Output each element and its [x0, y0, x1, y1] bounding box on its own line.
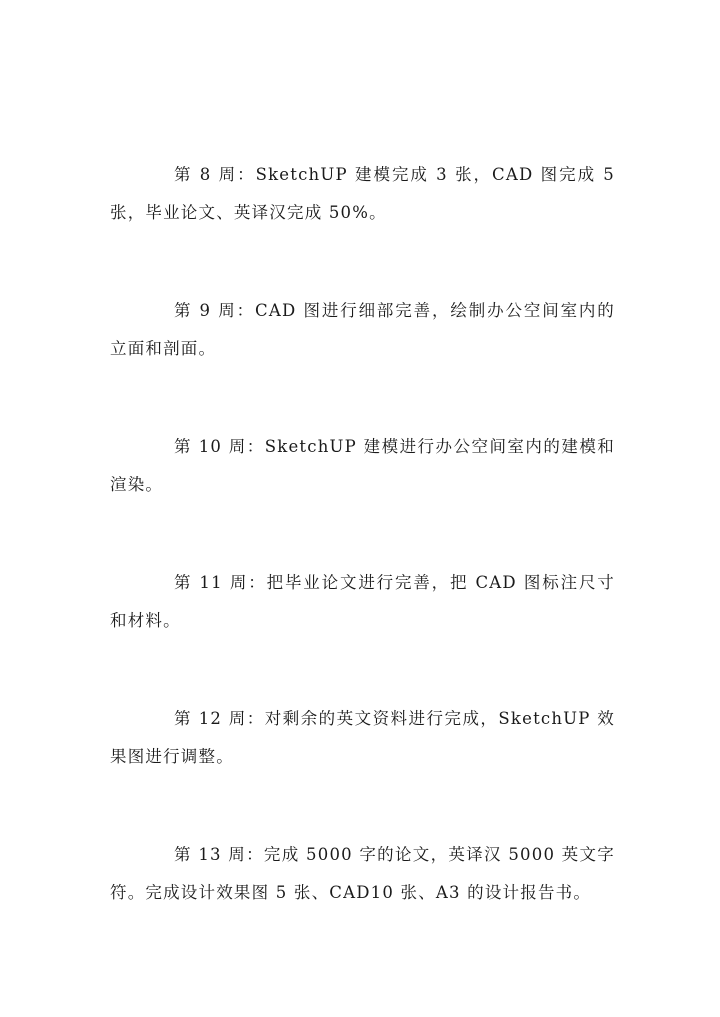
paragraph-week-10: 第 10 周：SketchUP 建模进行办公空间室内的建模和渲染。 — [110, 437, 615, 494]
paragraph-week-11: 第 11 周：把毕业论文进行完善，把 CAD 图标注尺寸和材料。 — [110, 573, 615, 630]
paragraph-week-12: 第 12 周：对剩余的英文资料进行完成，SketchUP 效果图进行调整。 — [110, 709, 615, 766]
paragraph-week-13: 第 13 周：完成 5000 字的论文，英译汉 5000 英文字符。完成设计效果图 5 张、CAD10 张、A3 的设计报告书。 — [110, 845, 615, 902]
paragraph-week-9: 第 9 周：CAD 图进行细部完善，绘制办公空间室内的立面和剖面。 — [110, 301, 615, 358]
paragraph-week-8: 第 8 周：SketchUP 建模完成 3 张，CAD 图完成 5 张，毕业论文、英译汉完成 50%。 — [110, 165, 615, 222]
